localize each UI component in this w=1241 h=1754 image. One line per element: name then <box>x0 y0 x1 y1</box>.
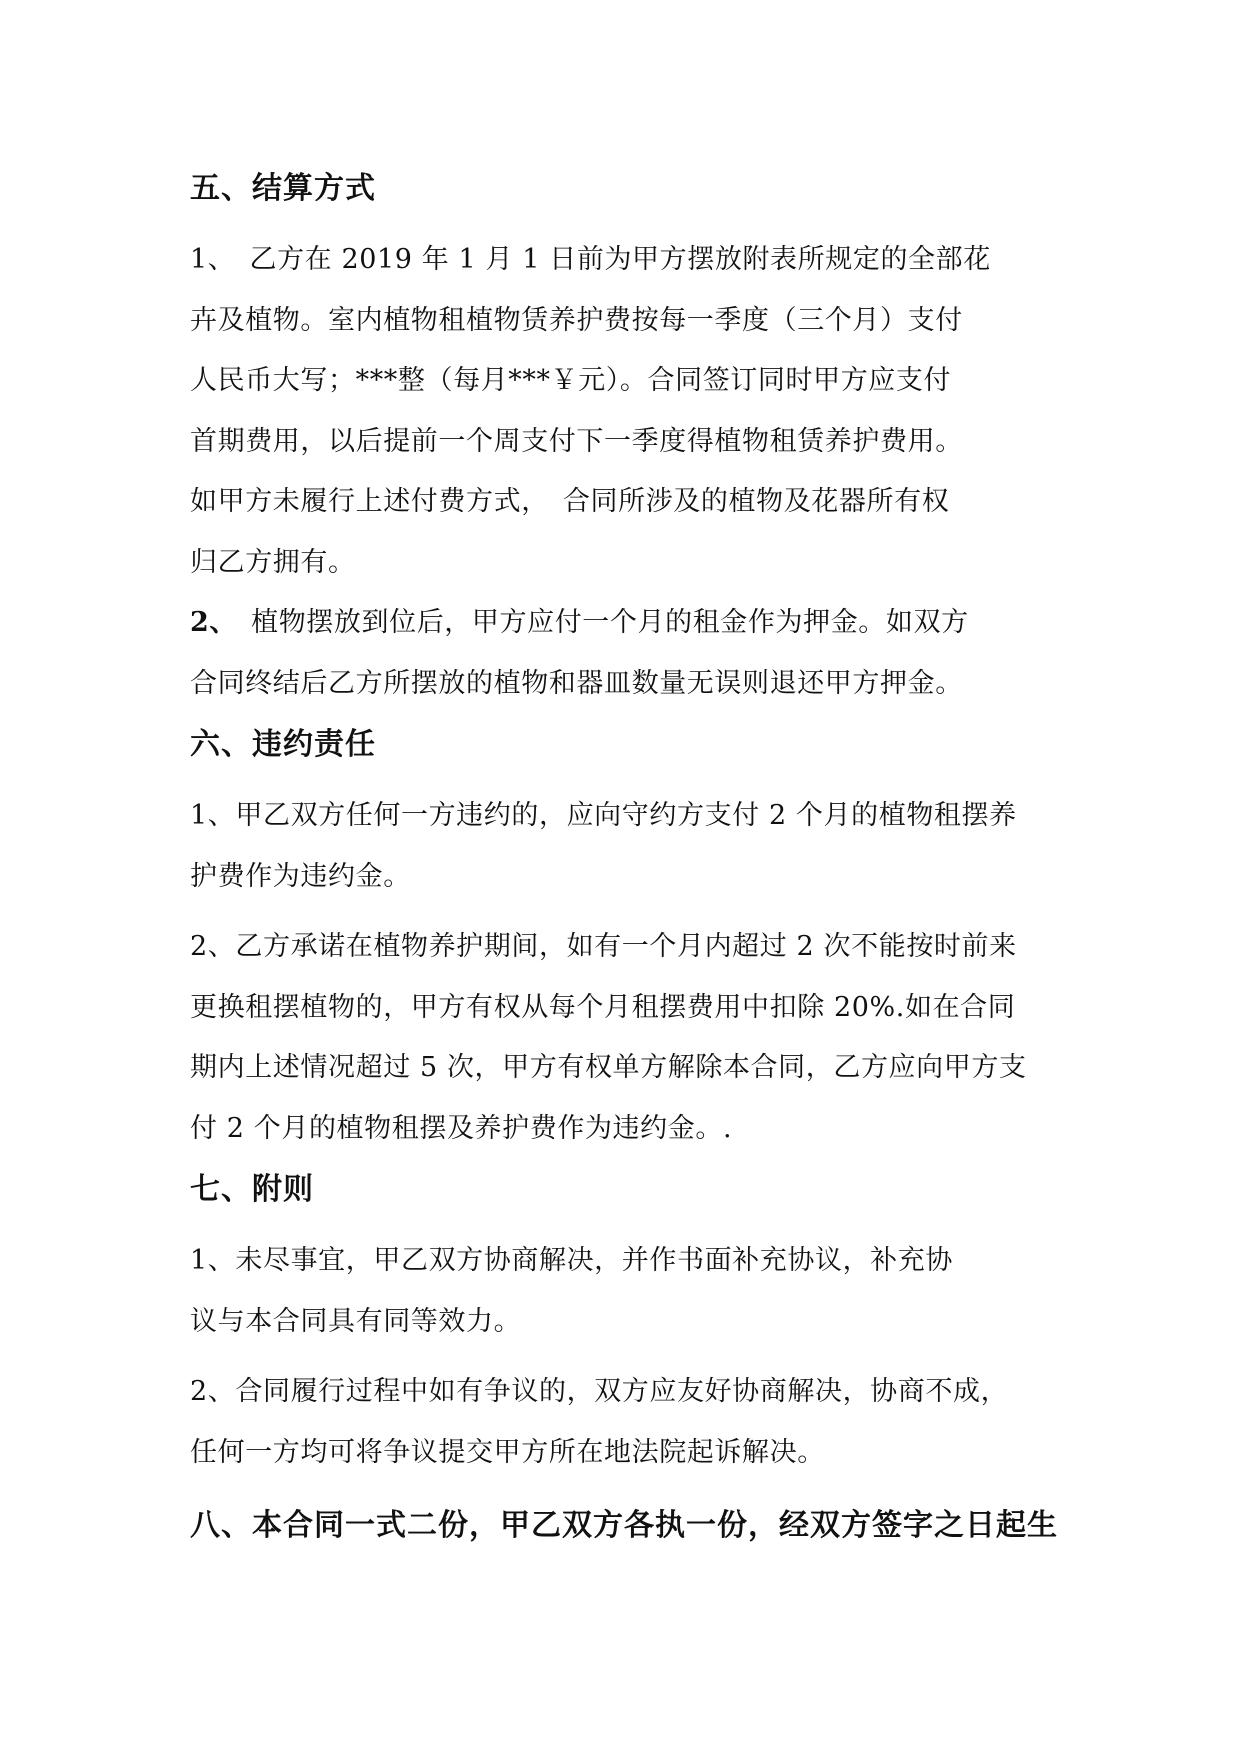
section-7-title: 七、附则 <box>190 1172 314 1207</box>
text-line: 1、 乙方在 2019 年 1 月 1 日前为甲方摆放附表所规定的全部花 <box>190 244 991 275</box>
section-7-paragraph-2 <box>190 1362 1058 1483</box>
section-8-title: 八、本合同一式二份，甲乙双方各执一份，经双方签字之日起生 <box>190 1508 1058 1543</box>
section-5-paragraph-2 <box>190 593 1058 714</box>
text-line: 卉及植物。室内植物租植物赁养护费按每一季度（三个月）支付 <box>190 304 963 336</box>
text-line: 如甲方未履行上述付费方式， 合同所涉及的植物及花器所有权 <box>190 486 950 517</box>
section-5-title: 五、结算方式 <box>190 171 376 206</box>
document-body <box>190 158 1058 1557</box>
section-6-title: 六、违约责任 <box>190 727 376 762</box>
section-6-paragraph-1 <box>190 786 1058 907</box>
text-line: 付 2 个月的植物租摆及养护费作为违约金。. <box>190 1112 733 1144</box>
text-line: 1、未尽事宜，甲乙双方协商解决，并作书面补充协议，补充协 <box>190 1245 953 1276</box>
text-line: 1、甲乙双方任何一方违约的，应向守约方支付 2 个月的植物租摆养 <box>190 800 1017 831</box>
section-7-paragraph-1 <box>190 1231 1058 1352</box>
text-line: 更换租摆植物的，甲方有权从每个月租摆费用中扣除 20%.如在合同 <box>190 991 1016 1023</box>
text-line: 2、合同履行过程中如有争议的，双方应友好协商解决，协商不成， <box>190 1376 1009 1407</box>
item-number: 2、 <box>190 607 224 638</box>
text-line: 合同终结后乙方所摆放的植物和器皿数量无误则退还甲方押金。 <box>190 667 963 699</box>
text-line: 期内上述情况超过 5 次，甲方有权单方解除本合同，乙方应向甲方支 <box>190 1052 1027 1083</box>
text-fragment: 植物摆放到位后，甲方应付一个月的租金作为押金。如双方 <box>223 607 969 638</box>
text-line: 议与本合同具有同等效力。 <box>190 1305 522 1337</box>
section-5-paragraph-1 <box>190 230 1058 593</box>
text-line: 人民币大写；***整（每月***￥元）。合同签订同时甲方应支付 <box>190 365 952 396</box>
section-6-paragraph-2 <box>190 917 1058 1159</box>
text-line: 归乙方拥有。 <box>190 546 356 578</box>
text-line: 任何一方均可将争议提交甲方所在地法院起诉解决。 <box>190 1436 825 1468</box>
text-line: 2、乙方承诺在植物养护期间，如有一个月内超过 2 次不能按时前来 <box>190 931 1017 962</box>
text-line <box>190 593 1058 654</box>
text-line: 首期费用，以后提前一个周支付下一季度得植物租赁养护费用。 <box>190 425 963 457</box>
text-line: 护费作为违约金。 <box>190 860 411 892</box>
